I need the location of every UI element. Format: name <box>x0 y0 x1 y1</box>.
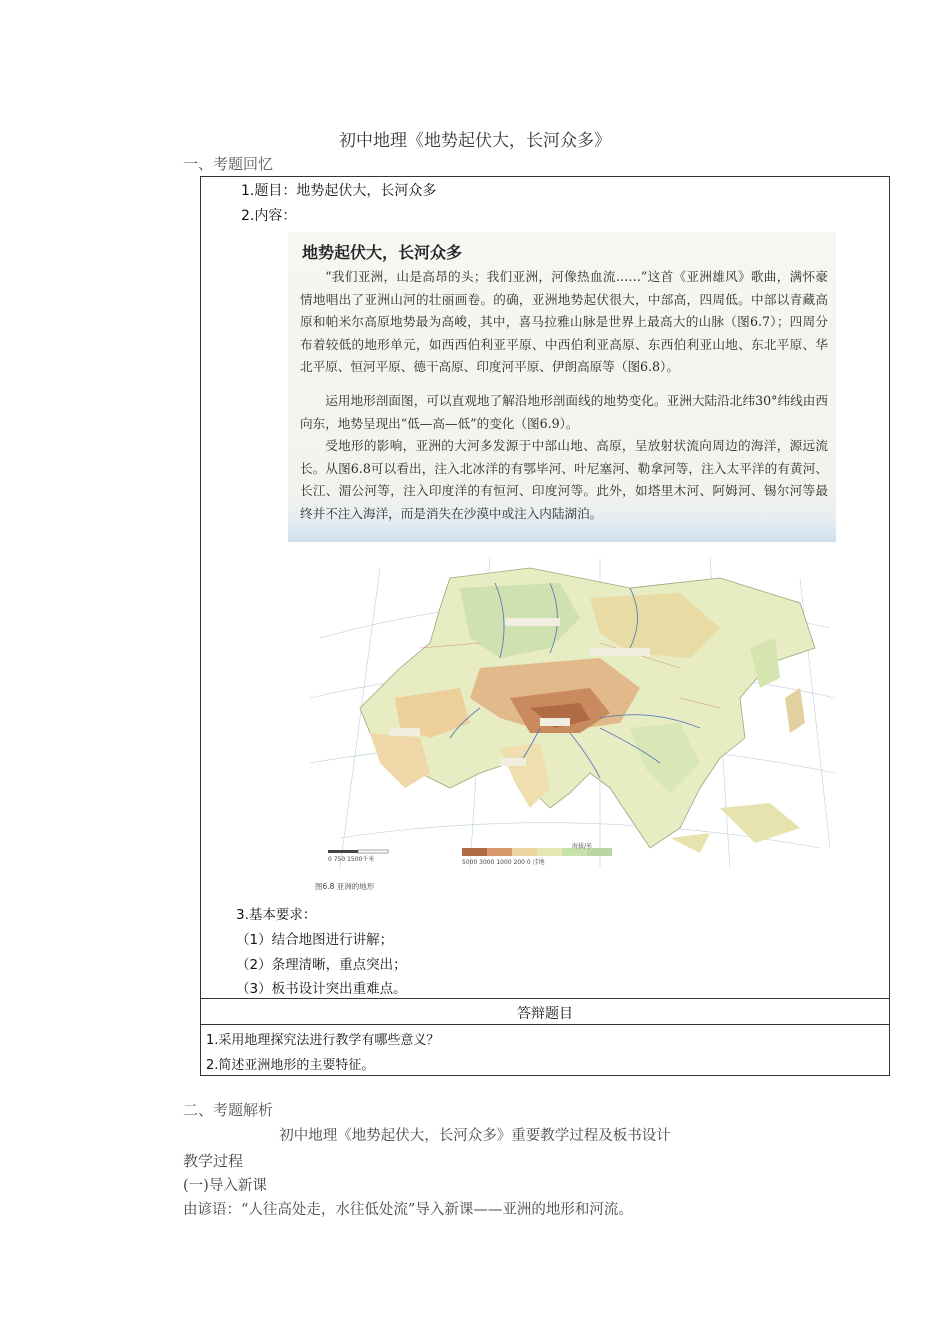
defense-questions-header: 答辩题目 <box>517 1006 573 1022</box>
asia-map-image <box>300 548 840 894</box>
defense-question: 1.采用地理探究法进行教学有哪些意义？ <box>206 1033 440 1048</box>
excerpt-paragraph-3: 受地形的影响，亚洲的大河多发源于中部山地、高原，呈放射状流向周边的海洋，源远流长。从图6.8可以看出，注入北冰洋的有鄂毕河、叶尼塞河、勒拿河等，注入太平洋的有黄河、长江、湄公河等，注入印度洋的有恒河、印度河等。此外，如塔里木河、阿姆河、锡尔河等最终并不注入海洋，而是消失在沙漠中或注入内陆湖泊。 <box>300 438 828 521</box>
excerpt-paragraph-2: 运用地形剖面图，可以直观地了解沿地形剖面线的地势变化。亚洲大陆沿北纬30°纬线由西向东，地势呈现出“低—高—低”的变化（图6.9）。 <box>300 393 828 431</box>
map-scale-text: 0 750 1500千米 <box>328 856 375 863</box>
table-divider-2 <box>201 1024 889 1025</box>
textbook-excerpt <box>288 232 836 542</box>
defense-question: 2.简述亚洲地形的主要特征。 <box>206 1058 375 1073</box>
requirement-item: （3）板书设计突出重难点。 <box>236 981 407 997</box>
requirement-item: （2）条理清晰，重点突出； <box>236 957 407 973</box>
excerpt-heading: 地势起伏大，长河众多 <box>302 243 463 262</box>
subsection-intro: (一)导入新课 <box>183 1178 267 1194</box>
requirements-label: 3.基本要求： <box>236 907 317 923</box>
intro-line: 由谚语：“人往高处走，水往低处流”导入新课——亚洲的地形和河流。 <box>183 1202 633 1218</box>
asia-terrain-map <box>300 548 840 894</box>
analysis-title: 初中地理《地势起伏大，长河众多》重要教学过程及板书设计 <box>279 1128 671 1144</box>
document-title: 初中地理《地势起伏大，长河众多》 <box>339 131 611 151</box>
map-legend-values: 5000 3000 1000 200 0 洼地 <box>462 859 545 866</box>
content-label: 2.内容： <box>241 208 297 224</box>
requirement-item: （1）结合地图进行讲解； <box>236 932 394 948</box>
excerpt-paragraph-1: “我们亚洲，山是高昂的头；我们亚洲，河像热血流……”这首《亚洲雄风》歌曲，满怀豪情地唱出了亚洲山河的壮丽画卷。的确，亚洲地势起伏很大，中部高，四周低。中部以青藏高原和帕米尔高原地势最为高峻，其中，喜马拉雅山脉是世界上最高大的山脉（图6.7）；四周分布着较低的地形单元，如西西伯利亚平原、中西伯利亚高原、东西伯利亚山地、东北平原、华北平原、恒河平原、德干高原、印度河平原、伊朗高原等（图6.8）。 <box>300 269 828 374</box>
topic-label: 1.题目：地势起伏大，长河众多 <box>241 183 437 199</box>
map-caption: 图6.8 亚洲的地形 <box>315 882 375 891</box>
section-1-heading: 一、考题回忆 <box>183 155 274 173</box>
map-scale-bar <box>328 850 388 853</box>
process-label: 教学过程 <box>183 1152 244 1170</box>
section-2-heading: 二、考题解析 <box>183 1101 274 1119</box>
table-divider-1 <box>201 998 889 999</box>
map-legend-title: 海拔/米 <box>572 843 593 850</box>
